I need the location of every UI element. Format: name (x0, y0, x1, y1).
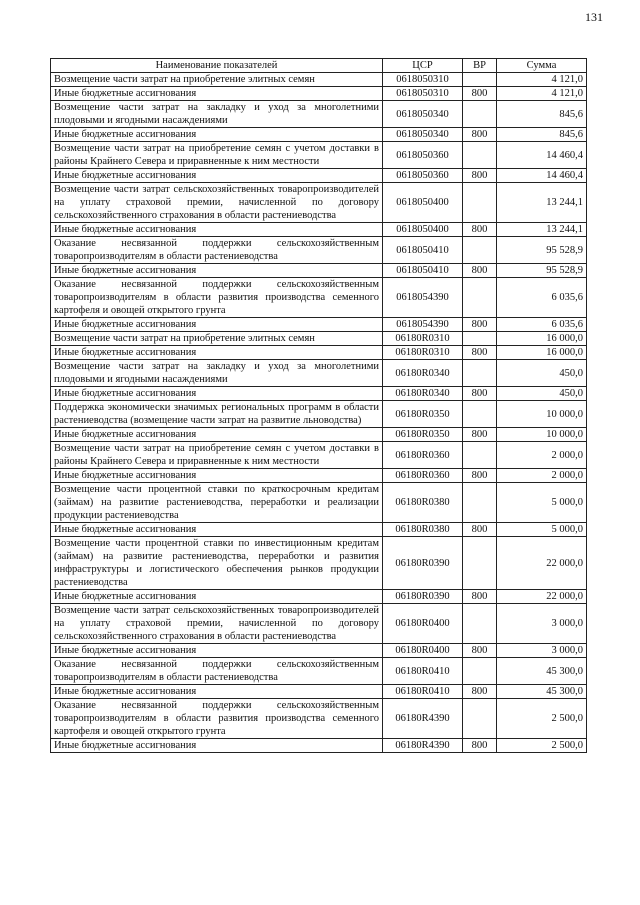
table-header-row (51, 59, 587, 73)
cell-csr: 0618050340 (383, 101, 463, 128)
cell-sum: 845,6 (497, 101, 587, 128)
cell-csr: 06180R0360 (383, 442, 463, 469)
cell-name: Возмещение части процентной ставки по инвестиционным кредитам (займам) на развитие растениеводства, переработки и развития инфраструктуры и логистического обеспечения рынков продукции растениеводства (51, 537, 383, 590)
cell-csr: 0618054390 (383, 278, 463, 318)
cell-name: Возмещение части затрат на закладку и уход за многолетними плодовыми и ягодными насаждениями (51, 360, 383, 387)
cell-vr: 800 (463, 590, 497, 604)
cell-name: Возмещение части процентной ставки по краткосрочным кредитам (займам) на развитие растениеводства, переработки и реализации продукции растениеводства (51, 483, 383, 523)
table-row (51, 346, 587, 360)
cell-sum: 14 460,4 (497, 169, 587, 183)
cell-name: Оказание несвязанной поддержки сельскохозяйственным товаропроизводителям в области развития производства семенного картофеля и овощей открытого грунта (51, 278, 383, 318)
cell-sum: 3 000,0 (497, 644, 587, 658)
cell-vr: 800 (463, 428, 497, 442)
cell-sum: 45 300,0 (497, 658, 587, 685)
cell-vr: 800 (463, 223, 497, 237)
table-row (51, 685, 587, 699)
table-row (51, 428, 587, 442)
cell-vr (463, 101, 497, 128)
cell-csr: 06180R0350 (383, 428, 463, 442)
table-row (51, 223, 587, 237)
cell-name: Иные бюджетные ассигнования (51, 685, 383, 699)
cell-vr (463, 699, 497, 739)
cell-csr: 06180R4390 (383, 739, 463, 753)
cell-sum: 2 000,0 (497, 442, 587, 469)
cell-csr: 0618054390 (383, 318, 463, 332)
column-header-vr: ВР (463, 59, 497, 73)
table-row (51, 483, 587, 523)
cell-csr: 0618050410 (383, 264, 463, 278)
cell-name: Иные бюджетные ассигнования (51, 264, 383, 278)
cell-csr: 0618050310 (383, 73, 463, 87)
cell-vr (463, 183, 497, 223)
cell-csr: 06180R0410 (383, 658, 463, 685)
column-header-name: Наименование показателей (51, 59, 383, 73)
cell-vr (463, 401, 497, 428)
cell-csr: 06180R0380 (383, 523, 463, 537)
cell-csr: 06180R0340 (383, 387, 463, 401)
column-header-csr: ЦСР (383, 59, 463, 73)
cell-name: Иные бюджетные ассигнования (51, 346, 383, 360)
table-row (51, 739, 587, 753)
table-row (51, 73, 587, 87)
cell-sum: 2 500,0 (497, 699, 587, 739)
table-row (51, 442, 587, 469)
cell-sum: 22 000,0 (497, 590, 587, 604)
cell-name: Оказание несвязанной поддержки сельскохозяйственным товаропроизводителям в области растениеводства (51, 658, 383, 685)
cell-name: Иные бюджетные ассигнования (51, 128, 383, 142)
column-header-sum: Сумма (497, 59, 587, 73)
cell-sum: 13 244,1 (497, 223, 587, 237)
cell-csr: 06180R0350 (383, 401, 463, 428)
cell-vr: 800 (463, 318, 497, 332)
cell-name: Иные бюджетные ассигнования (51, 590, 383, 604)
table-row (51, 264, 587, 278)
cell-sum: 95 528,9 (497, 264, 587, 278)
cell-csr: 06180R0390 (383, 537, 463, 590)
cell-name: Иные бюджетные ассигнования (51, 469, 383, 483)
cell-csr: 06180R0400 (383, 604, 463, 644)
cell-sum: 2 500,0 (497, 739, 587, 753)
cell-sum: 4 121,0 (497, 87, 587, 101)
cell-csr: 0618050310 (383, 87, 463, 101)
table-row (51, 401, 587, 428)
cell-name: Возмещение части затрат на приобретение элитных семян (51, 73, 383, 87)
cell-csr: 06180R0410 (383, 685, 463, 699)
cell-vr (463, 537, 497, 590)
cell-vr: 800 (463, 469, 497, 483)
cell-vr (463, 658, 497, 685)
cell-vr: 800 (463, 387, 497, 401)
cell-csr: 06180R0310 (383, 332, 463, 346)
cell-name: Иные бюджетные ассигнования (51, 169, 383, 183)
cell-csr: 06180R0400 (383, 644, 463, 658)
cell-sum: 2 000,0 (497, 469, 587, 483)
table-row (51, 699, 587, 739)
cell-name: Иные бюджетные ассигнования (51, 223, 383, 237)
table-row (51, 332, 587, 346)
table-row (51, 644, 587, 658)
table-row (51, 142, 587, 169)
cell-vr (463, 237, 497, 264)
cell-sum: 45 300,0 (497, 685, 587, 699)
table-row (51, 590, 587, 604)
table-row (51, 469, 587, 483)
cell-name: Иные бюджетные ассигнования (51, 644, 383, 658)
cell-name: Оказание несвязанной поддержки сельскохозяйственным товаропроизводителям в области растениеводства (51, 237, 383, 264)
cell-name: Возмещение части затрат на приобретение семян с учетом доставки в районы Крайнего Севера и приравненные к ним местности (51, 442, 383, 469)
cell-vr (463, 278, 497, 318)
cell-vr (463, 142, 497, 169)
cell-csr: 06180R0310 (383, 346, 463, 360)
cell-sum: 22 000,0 (497, 537, 587, 590)
cell-vr: 800 (463, 644, 497, 658)
cell-csr: 0618050410 (383, 237, 463, 264)
cell-sum: 6 035,6 (497, 318, 587, 332)
cell-vr: 800 (463, 87, 497, 101)
cell-vr: 800 (463, 685, 497, 699)
cell-name: Иные бюджетные ассигнования (51, 523, 383, 537)
cell-vr (463, 73, 497, 87)
cell-sum: 10 000,0 (497, 428, 587, 442)
cell-name: Возмещение части затрат на приобретение семян с учетом доставки в районы Крайнего Севера и приравненные к ним местности (51, 142, 383, 169)
cell-vr: 800 (463, 739, 497, 753)
table-row (51, 318, 587, 332)
budget-table (50, 58, 587, 753)
cell-sum: 95 528,9 (497, 237, 587, 264)
cell-sum: 6 035,6 (497, 278, 587, 318)
cell-sum: 450,0 (497, 387, 587, 401)
cell-name: Иные бюджетные ассигнования (51, 739, 383, 753)
table-row (51, 128, 587, 142)
table-row (51, 387, 587, 401)
cell-vr (463, 360, 497, 387)
cell-sum: 845,6 (497, 128, 587, 142)
cell-name: Оказание несвязанной поддержки сельскохозяйственным товаропроизводителям в области развития производства семенного картофеля и овощей открытого грунта (51, 699, 383, 739)
table-row (51, 278, 587, 318)
cell-csr: 0618050340 (383, 128, 463, 142)
page-number: 131 (585, 10, 603, 24)
cell-name: Поддержка экономически значимых региональных программ в области растениеводства (возмещение части затрат на развитие льноводства) (51, 401, 383, 428)
table-row (51, 237, 587, 264)
cell-csr: 0618050400 (383, 223, 463, 237)
cell-name: Иные бюджетные ассигнования (51, 387, 383, 401)
cell-vr: 800 (463, 523, 497, 537)
table-row (51, 537, 587, 590)
cell-vr (463, 332, 497, 346)
cell-csr: 06180R0360 (383, 469, 463, 483)
cell-name: Иные бюджетные ассигнования (51, 428, 383, 442)
table-row (51, 101, 587, 128)
cell-vr: 800 (463, 264, 497, 278)
cell-csr: 06180R0380 (383, 483, 463, 523)
cell-sum: 5 000,0 (497, 523, 587, 537)
table-row (51, 523, 587, 537)
cell-csr: 06180R0390 (383, 590, 463, 604)
cell-name: Иные бюджетные ассигнования (51, 318, 383, 332)
cell-sum: 4 121,0 (497, 73, 587, 87)
table-row (51, 183, 587, 223)
table-row (51, 658, 587, 685)
cell-csr: 0618050360 (383, 169, 463, 183)
cell-sum: 3 000,0 (497, 604, 587, 644)
cell-vr (463, 604, 497, 644)
cell-csr: 0618050360 (383, 142, 463, 169)
cell-csr: 06180R4390 (383, 699, 463, 739)
cell-vr: 800 (463, 346, 497, 360)
table-body (51, 73, 587, 753)
cell-csr: 06180R0340 (383, 360, 463, 387)
table-row (51, 604, 587, 644)
cell-sum: 16 000,0 (497, 332, 587, 346)
cell-name: Возмещение части затрат на приобретение элитных семян (51, 332, 383, 346)
cell-sum: 450,0 (497, 360, 587, 387)
table-row (51, 87, 587, 101)
table-row (51, 360, 587, 387)
cell-sum: 13 244,1 (497, 183, 587, 223)
cell-sum: 5 000,0 (497, 483, 587, 523)
cell-vr: 800 (463, 169, 497, 183)
cell-sum: 10 000,0 (497, 401, 587, 428)
cell-name: Иные бюджетные ассигнования (51, 87, 383, 101)
cell-name: Возмещение части затрат на закладку и уход за многолетними плодовыми и ягодными насаждениями (51, 101, 383, 128)
cell-vr (463, 442, 497, 469)
cell-vr: 800 (463, 128, 497, 142)
cell-name: Возмещение части затрат сельскохозяйственных товаропроизводителей на уплату страховой премии, начисленной по договору сельскохозяйственного страхования в области растениеводства (51, 183, 383, 223)
table-row (51, 169, 587, 183)
cell-sum: 14 460,4 (497, 142, 587, 169)
cell-vr (463, 483, 497, 523)
cell-name: Возмещение части затрат сельскохозяйственных товаропроизводителей на уплату страховой премии, начисленной по договору сельскохозяйственного страхования в области растениеводства (51, 604, 383, 644)
cell-sum: 16 000,0 (497, 346, 587, 360)
cell-csr: 0618050400 (383, 183, 463, 223)
